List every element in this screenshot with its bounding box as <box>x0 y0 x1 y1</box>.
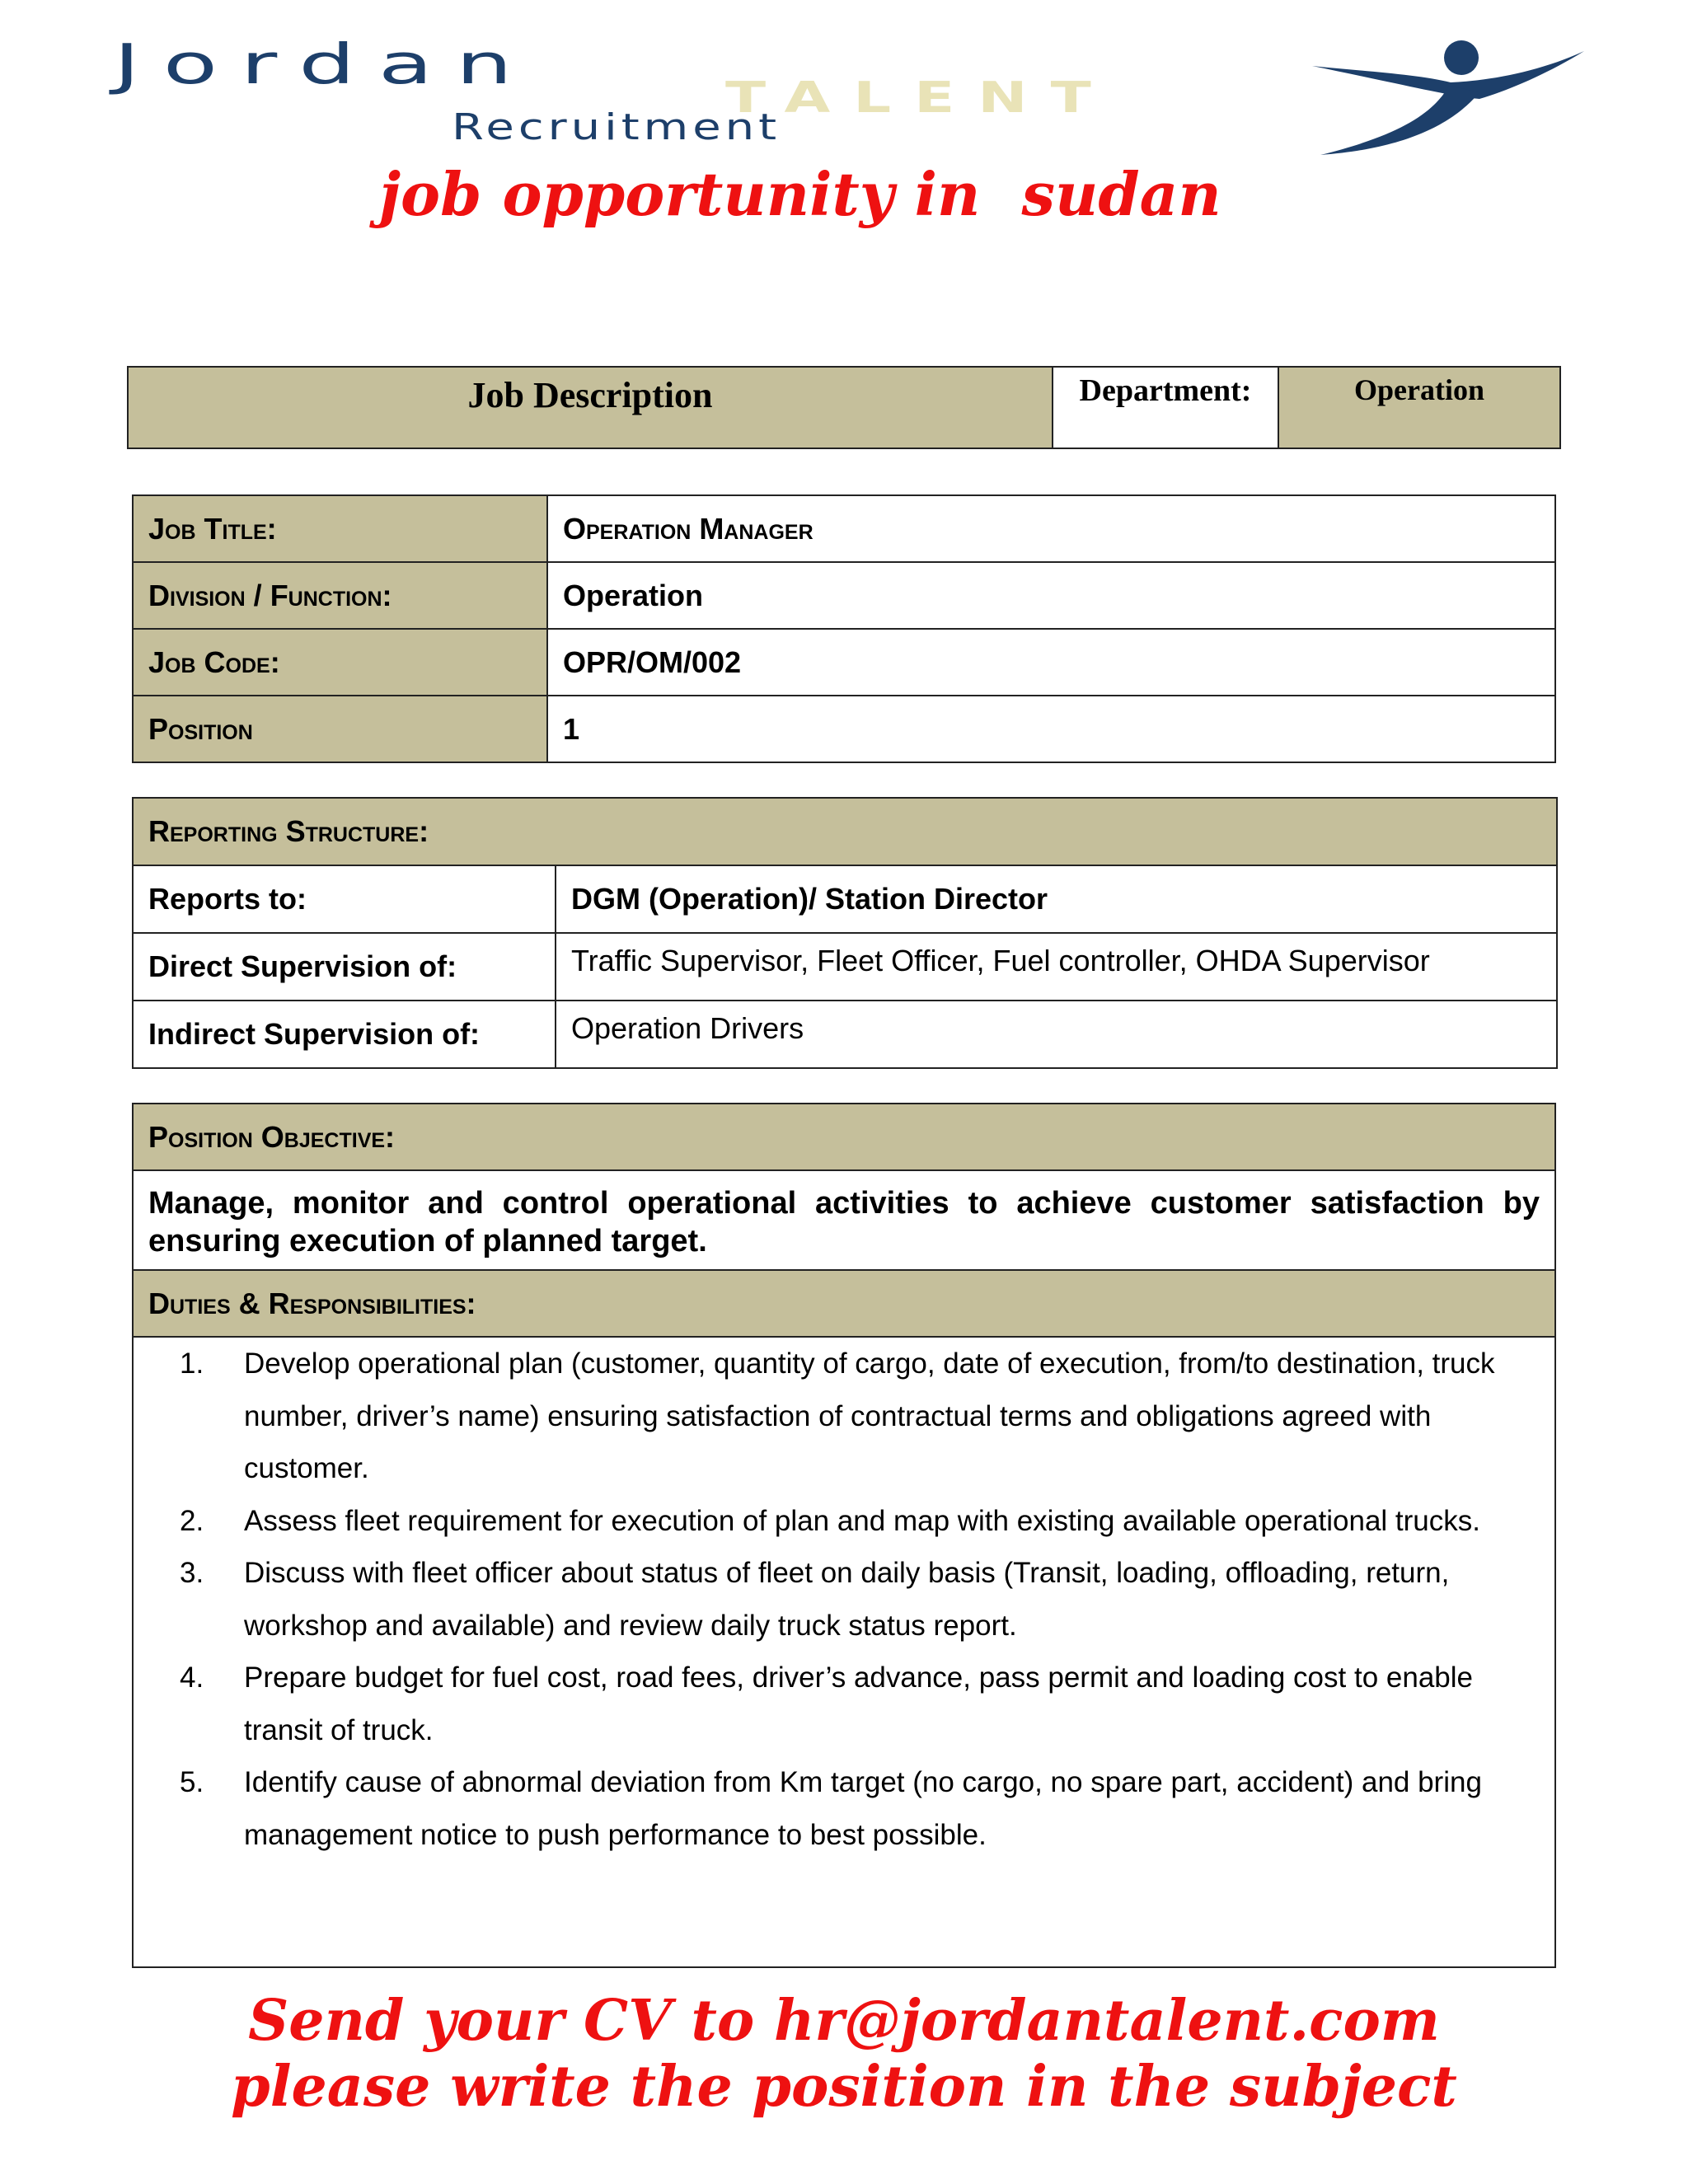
logo-brand-jordan: Jordan <box>114 32 536 96</box>
logo-brand-recruitment: Recruitment <box>452 106 781 148</box>
figure-body <box>1320 86 1479 155</box>
list-item <box>134 1652 1554 1756</box>
list-item-number: 1. <box>180 1347 204 1380</box>
running-figure-icon <box>1311 33 1591 165</box>
logo-brand-talent: TALENT <box>725 72 1114 123</box>
list-item-text: Identify cause of abnormal deviation from Km target (no cargo, no spare part, accident) and bring management notice to push performance to best possible. <box>244 1766 1482 1851</box>
list-item-text: Develop operational plan (customer, quantity of cargo, date of execution, from/to destination, truck number, driver’s name) ensuring satisfaction of contractual terms and obligations agreed with customer. <box>244 1347 1495 1484</box>
job-code-value: OPR/OM/002 <box>547 629 1555 696</box>
table-row <box>133 865 1557 933</box>
list-item <box>134 1495 1554 1548</box>
objective-heading: Position Objective: <box>133 1104 1555 1170</box>
list-item-number: 4. <box>180 1661 204 1694</box>
list-item-number: 5. <box>180 1766 204 1798</box>
job-description-header-table <box>127 366 1561 449</box>
reporting-structure-table <box>132 797 1558 1069</box>
direct-supervision-label: Direct Supervision of: <box>133 933 556 1001</box>
job-title-value: Operation Manager <box>547 495 1555 562</box>
reports-to-value: DGM (Operation)/ Station Director <box>556 865 1557 933</box>
cta-send-cv: Send your CV to hr@jordantalent.com <box>248 1988 1440 2054</box>
list-item <box>134 1547 1554 1652</box>
list-item-number: 2. <box>180 1504 204 1537</box>
headline: job opportunity in sudan <box>379 159 1221 229</box>
table-row <box>133 629 1555 696</box>
reporting-heading: Reporting Structure: <box>133 798 1557 865</box>
figure-head <box>1444 40 1479 75</box>
table-row <box>133 696 1555 762</box>
objective-text: Manage, monitor and control operational activities to achieve customer satisfaction by ensuring execution of planned target. <box>133 1170 1555 1270</box>
table-row <box>133 933 1557 1001</box>
department-value: Operation <box>1278 367 1560 448</box>
job-title-label: Job Title: <box>133 495 547 562</box>
division-label: Division / Function: <box>133 562 547 629</box>
duties-list <box>134 1338 1554 1861</box>
header-title: Job Description <box>128 367 1053 448</box>
indirect-supervision-label: Indirect Supervision of: <box>133 1001 556 1068</box>
list-item-text: Assess fleet requirement for execution of plan and map with existing available operational trucks. <box>244 1504 1480 1537</box>
job-info-table <box>132 494 1556 763</box>
list-item-number: 3. <box>180 1557 204 1589</box>
division-value: Operation <box>547 562 1555 629</box>
table-row <box>133 495 1555 562</box>
direct-supervision-value: Traffic Supervisor, Fleet Officer, Fuel controller, OHDA Supervisor <box>556 933 1557 1001</box>
objective-duties-table <box>132 1103 1556 1968</box>
duties-cell <box>133 1337 1555 1967</box>
position-label: Position <box>133 696 547 762</box>
duties-heading: Duties & Responsibilities: <box>133 1270 1555 1337</box>
table-row <box>133 1001 1557 1068</box>
department-label: Department: <box>1053 367 1278 448</box>
position-value: 1 <box>547 696 1555 762</box>
job-code-label: Job Code: <box>133 629 547 696</box>
list-item-text: Prepare budget for fuel cost, road fees, driver’s advance, pass permit and loading cost to enable transit of truck. <box>244 1661 1473 1746</box>
table-row <box>133 562 1555 629</box>
list-item <box>134 1756 1554 1861</box>
list-item <box>134 1338 1554 1495</box>
list-item-text: Discuss with fleet officer about status of fleet on daily basis (Transit, loading, offloading, return, workshop and available) and review daily truck status report. <box>244 1557 1450 1642</box>
cta-subject-note: please write the position in the subject <box>231 2054 1457 2120</box>
reports-to-label: Reports to: <box>133 865 556 933</box>
indirect-supervision-value: Operation Drivers <box>556 1001 1557 1068</box>
